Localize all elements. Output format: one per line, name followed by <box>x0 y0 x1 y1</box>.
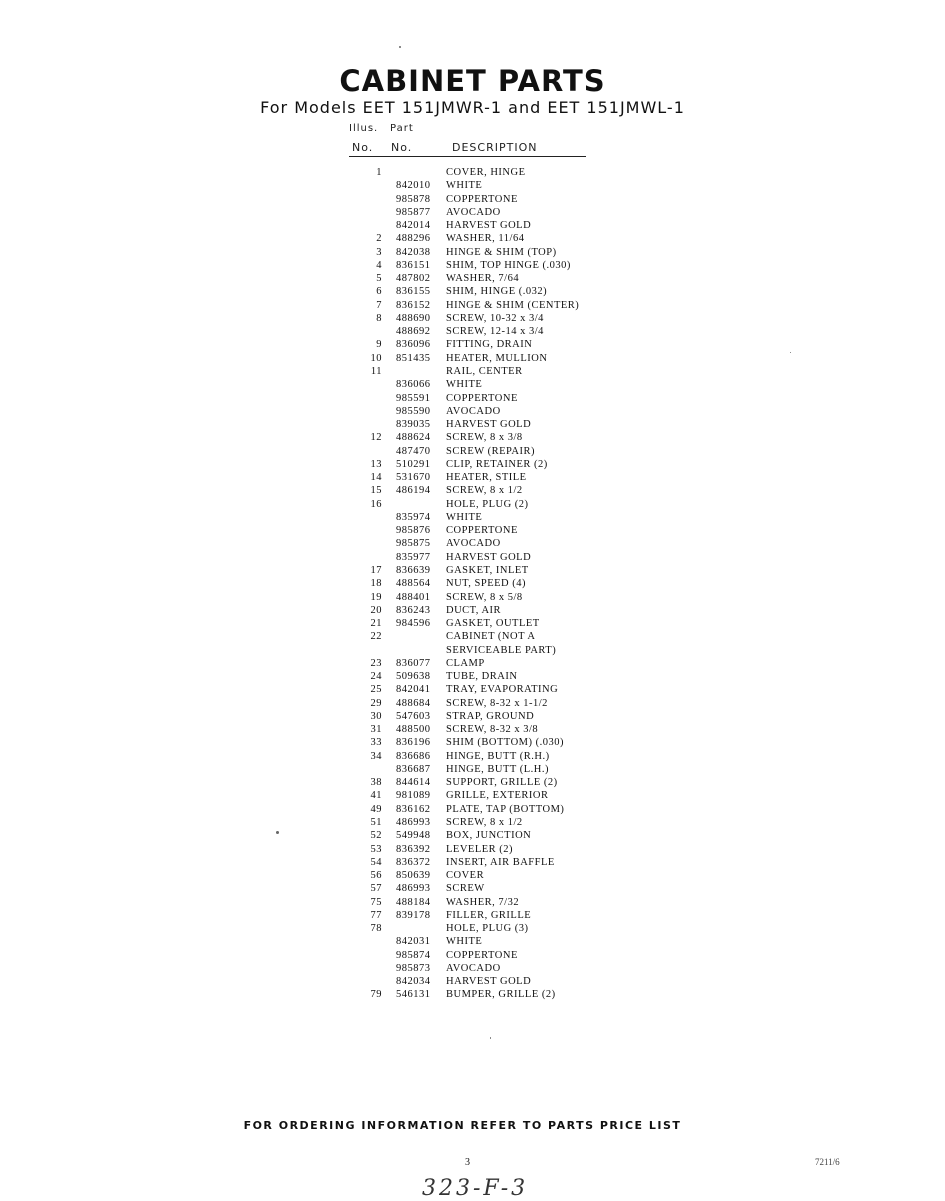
part-number: 842031 <box>396 936 431 948</box>
illus-number: 56 <box>370 870 382 882</box>
illus-number: 4 <box>376 259 382 271</box>
parts-row <box>360 259 620 272</box>
part-description: SUPPORT, GRILLE (2) <box>446 777 558 789</box>
part-description: GASKET, OUTLET <box>446 618 540 630</box>
parts-row <box>360 922 620 935</box>
part-description: HARVEST GOLD <box>446 220 532 232</box>
document-code: 7211/6 <box>815 1157 840 1167</box>
part-description: RAIL, CENTER <box>446 365 523 377</box>
part-description: TUBE, DRAIN <box>446 671 518 683</box>
part-description: GRILLE, EXTERIOR <box>446 790 549 802</box>
part-description: SCREW, 12-14 x 3/4 <box>446 326 544 338</box>
part-number: 836372 <box>396 856 431 868</box>
col-description-header: DESCRIPTION <box>452 141 538 154</box>
parts-row <box>360 365 620 378</box>
part-description: WHITE <box>446 936 483 948</box>
part-number: 549948 <box>396 830 431 842</box>
page-title: CABINET PARTS <box>339 64 606 98</box>
part-number: 981089 <box>396 790 431 802</box>
scan-speck <box>276 831 279 834</box>
part-description: SERVICEABLE PART) <box>446 644 557 656</box>
part-number: 488624 <box>396 432 431 444</box>
part-number: 486194 <box>396 485 431 497</box>
part-number: 836687 <box>396 763 431 775</box>
part-number: 839178 <box>396 909 431 921</box>
parts-row <box>360 591 620 604</box>
parts-row <box>360 750 620 763</box>
parts-row <box>360 285 620 298</box>
parts-row <box>360 710 620 723</box>
illus-number: 13 <box>370 458 382 470</box>
part-number: 488690 <box>396 312 431 324</box>
parts-row <box>360 312 620 325</box>
parts-row <box>360 776 620 789</box>
illus-number: 12 <box>370 432 382 444</box>
parts-row <box>360 604 620 617</box>
parts-row <box>360 338 620 351</box>
part-description: AVOCADO <box>446 405 501 417</box>
part-description: HEATER, STILE <box>446 472 527 484</box>
part-number: 836639 <box>396 564 431 576</box>
parts-row <box>360 471 620 484</box>
parts-row <box>360 418 620 431</box>
parts-row <box>360 909 620 922</box>
ordering-note: FOR ORDERING INFORMATION REFER TO PARTS PRICE LIST <box>243 1119 682 1132</box>
col-illus-header-top: Illus. <box>349 123 379 134</box>
scan-speck <box>399 46 401 48</box>
part-description: SCREW, 8-32 x 1-1/2 <box>446 697 548 709</box>
illus-number: 79 <box>370 989 382 1001</box>
part-description: WHITE <box>446 511 483 523</box>
part-description: COVER, HINGE <box>446 167 526 178</box>
part-number: 488401 <box>396 591 431 603</box>
part-description: BOX, JUNCTION <box>446 830 532 842</box>
parts-row <box>360 445 620 458</box>
illus-number: 5 <box>376 273 382 285</box>
part-number: 836155 <box>396 286 431 298</box>
parts-row <box>360 803 620 816</box>
illus-number: 18 <box>370 578 382 590</box>
parts-row <box>360 219 620 232</box>
part-description: FITTING, DRAIN <box>446 339 533 351</box>
handwritten-reference: 323-F-3 <box>422 1176 529 1201</box>
header-rule <box>349 156 586 157</box>
part-description: SCREW, 8 x 5/8 <box>446 591 523 603</box>
illus-number: 57 <box>370 883 382 895</box>
parts-row <box>360 232 620 245</box>
parts-row <box>360 935 620 948</box>
part-description: GASKET, INLET <box>446 564 529 576</box>
illus-number: 8 <box>376 312 382 324</box>
part-description: PLATE, TAP (BOTTOM) <box>446 803 565 815</box>
part-number: 836077 <box>396 657 431 669</box>
part-number: 836152 <box>396 299 431 311</box>
parts-list <box>360 166 620 1002</box>
part-description: SCREW, 8 x 3/8 <box>446 432 523 444</box>
parts-row <box>360 246 620 259</box>
parts-row <box>360 511 620 524</box>
parts-row <box>360 524 620 537</box>
illus-number: 11 <box>370 365 382 377</box>
part-number: 985875 <box>396 538 431 550</box>
part-number: 835974 <box>396 511 431 523</box>
parts-row <box>360 697 620 710</box>
part-description: AVOCADO <box>446 962 501 974</box>
part-description: BUMPER, GRILLE (2) <box>446 989 556 1001</box>
parts-row <box>360 736 620 749</box>
part-description: CLIP, RETAINER (2) <box>446 458 548 470</box>
part-description: COVER <box>446 870 485 882</box>
illus-number: 24 <box>370 671 382 683</box>
part-number: 547603 <box>396 710 431 722</box>
part-description: SHIM, TOP HINGE (.030) <box>446 259 571 271</box>
illus-number: 30 <box>370 710 382 722</box>
part-number: 546131 <box>396 989 431 1001</box>
illus-number: 75 <box>370 896 382 908</box>
parts-row <box>360 763 620 776</box>
part-description: CLAMP <box>446 657 485 669</box>
parts-row <box>360 325 620 338</box>
parts-row <box>360 272 620 285</box>
part-number: 486993 <box>396 817 431 829</box>
part-description: WASHER, 7/64 <box>446 273 520 285</box>
illus-number: 22 <box>370 631 382 643</box>
part-number: 487470 <box>396 445 431 457</box>
part-number: 836151 <box>396 259 431 271</box>
illus-number: 41 <box>370 790 382 802</box>
illus-number: 3 <box>376 246 382 258</box>
parts-row <box>360 988 620 1001</box>
part-number: 985591 <box>396 392 431 404</box>
part-number: 985876 <box>396 525 431 537</box>
part-description: SCREW (REPAIR) <box>446 445 535 457</box>
part-description: HARVEST GOLD <box>446 419 532 431</box>
parts-row <box>360 352 620 365</box>
part-description: HINGE & SHIM (TOP) <box>446 246 557 258</box>
part-description: SCREW, 8 x 1/2 <box>446 485 523 497</box>
illus-number: 15 <box>370 485 382 497</box>
part-description: SHIM, HINGE (.032) <box>446 286 548 298</box>
part-description: TRAY, EVAPORATING <box>446 684 559 696</box>
part-description: SHIM (BOTTOM) (.030) <box>446 737 565 749</box>
parts-row <box>360 723 620 736</box>
part-description: WHITE <box>446 379 483 391</box>
part-number: 488692 <box>396 326 431 338</box>
illus-number: 51 <box>370 817 382 829</box>
part-number: 836196 <box>396 737 431 749</box>
illus-number: 54 <box>370 856 382 868</box>
parts-row <box>360 498 620 511</box>
part-number: 836162 <box>396 803 431 815</box>
parts-row <box>360 299 620 312</box>
part-number: 842034 <box>396 976 431 988</box>
illus-number: 1 <box>376 167 382 178</box>
part-description: HINGE, BUTT (L.H.) <box>446 763 549 775</box>
part-description: HINGE & SHIM (CENTER) <box>446 299 580 311</box>
illus-number: 2 <box>376 233 382 245</box>
part-number: 984596 <box>396 618 431 630</box>
part-number: 488296 <box>396 233 431 245</box>
part-description: AVOCADO <box>446 206 501 218</box>
part-number: 488184 <box>396 896 431 908</box>
part-description: COPPERTONE <box>446 193 518 205</box>
illus-number: 53 <box>370 843 382 855</box>
part-description: CABINET (NOT A <box>446 631 536 643</box>
part-number: 487802 <box>396 273 431 285</box>
part-description: COPPERTONE <box>446 392 518 404</box>
parts-row <box>360 405 620 418</box>
part-description: COPPERTONE <box>446 525 518 537</box>
parts-row <box>360 484 620 497</box>
part-description: FILLER, GRILLE <box>446 909 532 921</box>
part-number: 985877 <box>396 206 431 218</box>
part-number: 488500 <box>396 724 431 736</box>
parts-row <box>360 537 620 550</box>
parts-row <box>360 843 620 856</box>
part-number: 836066 <box>396 379 431 391</box>
part-description: WHITE <box>446 180 483 192</box>
parts-row <box>360 882 620 895</box>
part-number: 509638 <box>396 671 431 683</box>
part-number: 985873 <box>396 962 431 974</box>
part-number: 839035 <box>396 419 431 431</box>
part-number: 488564 <box>396 578 431 590</box>
illus-number: 23 <box>370 657 382 669</box>
parts-row <box>360 962 620 975</box>
illus-number: 33 <box>370 737 382 749</box>
part-description: DUCT, AIR <box>446 604 502 616</box>
col-illus-header: No. <box>352 141 374 154</box>
parts-row <box>360 683 620 696</box>
parts-row <box>360 617 620 630</box>
col-part-header-top: Part <box>390 123 414 134</box>
parts-row <box>360 789 620 802</box>
illus-number: 31 <box>370 724 382 736</box>
parts-row <box>360 657 620 670</box>
parts-row <box>360 630 620 643</box>
parts-row <box>360 564 620 577</box>
parts-row <box>360 644 620 657</box>
parts-row <box>360 896 620 909</box>
parts-row <box>360 975 620 988</box>
illus-number: 29 <box>370 697 382 709</box>
scan-speck <box>490 1037 491 1039</box>
part-description: AVOCADO <box>446 538 501 550</box>
illus-number: 10 <box>370 352 382 364</box>
part-number: 836243 <box>396 604 431 616</box>
illus-number: 9 <box>376 339 382 351</box>
illus-number: 14 <box>370 472 382 484</box>
parts-row <box>360 166 620 179</box>
part-number: 836686 <box>396 750 431 762</box>
part-description: SCREW, 10-32 x 3/4 <box>446 312 544 324</box>
parts-row <box>360 856 620 869</box>
parts-row <box>360 949 620 962</box>
part-description: WASHER, 11/64 <box>446 233 525 245</box>
illus-number: 38 <box>370 777 382 789</box>
illus-number: 17 <box>370 564 382 576</box>
illus-number: 77 <box>370 909 382 921</box>
illus-number: 7 <box>376 299 382 311</box>
illus-number: 20 <box>370 604 382 616</box>
part-number: 835977 <box>396 551 431 563</box>
part-description: COPPERTONE <box>446 949 518 961</box>
part-description: STRAP, GROUND <box>446 710 535 722</box>
illus-number: 6 <box>376 286 382 298</box>
parts-row <box>360 392 620 405</box>
illus-number: 78 <box>370 923 382 935</box>
illus-number: 52 <box>370 830 382 842</box>
parts-row <box>360 193 620 206</box>
part-description: HINGE, BUTT (R.H.) <box>446 750 550 762</box>
part-description: HARVEST GOLD <box>446 976 532 988</box>
parts-row <box>360 577 620 590</box>
models-subtitle: For Models EET 151JMWR-1 and EET 151JMWL-1 <box>260 98 685 117</box>
parts-row <box>360 670 620 683</box>
part-description: HARVEST GOLD <box>446 551 532 563</box>
part-description: NUT, SPEED (4) <box>446 578 527 590</box>
parts-row <box>360 179 620 192</box>
part-number: 851435 <box>396 352 431 364</box>
parts-row <box>360 206 620 219</box>
part-description: INSERT, AIR BAFFLE <box>446 856 555 868</box>
part-number: 836096 <box>396 339 431 351</box>
part-number: 985590 <box>396 405 431 417</box>
parts-row <box>360 431 620 444</box>
part-number: 985874 <box>396 949 431 961</box>
page-number: 3 <box>465 1157 470 1168</box>
part-number: 488684 <box>396 697 431 709</box>
parts-row <box>360 551 620 564</box>
part-description: WASHER, 7/32 <box>446 896 520 908</box>
col-part-header: No. <box>391 141 413 154</box>
part-number: 842010 <box>396 180 431 192</box>
part-description: LEVELER (2) <box>446 843 514 855</box>
part-description: HOLE, PLUG (3) <box>446 923 529 935</box>
part-description: SCREW, 8-32 x 3/8 <box>446 724 539 736</box>
illus-number: 25 <box>370 684 382 696</box>
part-number: 836392 <box>396 843 431 855</box>
part-number: 842038 <box>396 246 431 258</box>
illus-number: 16 <box>370 498 382 510</box>
parts-row <box>360 816 620 829</box>
part-description: SCREW, 8 x 1/2 <box>446 817 523 829</box>
parts-row <box>360 829 620 842</box>
part-description: HOLE, PLUG (2) <box>446 498 529 510</box>
parts-row <box>360 869 620 882</box>
scan-speck <box>790 352 791 353</box>
illus-number: 19 <box>370 591 382 603</box>
illus-number: 49 <box>370 803 382 815</box>
part-number: 486993 <box>396 883 431 895</box>
part-number: 510291 <box>396 458 431 470</box>
parts-row <box>360 378 620 391</box>
part-number: 985878 <box>396 193 431 205</box>
part-number: 850639 <box>396 870 431 882</box>
parts-row <box>360 458 620 471</box>
part-number: 842041 <box>396 684 431 696</box>
part-description: SCREW <box>446 883 485 895</box>
part-number: 531670 <box>396 472 431 484</box>
part-number: 844614 <box>396 777 431 789</box>
illus-number: 21 <box>370 618 382 630</box>
part-description: HEATER, MULLION <box>446 352 548 364</box>
illus-number: 34 <box>370 750 382 762</box>
part-number: 842014 <box>396 220 431 232</box>
